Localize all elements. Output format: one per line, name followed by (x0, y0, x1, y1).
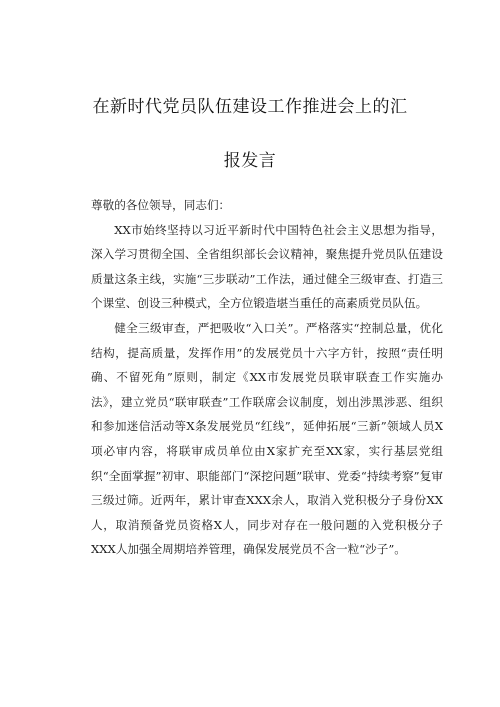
document-title-line-1: 在新时代党员队伍建设工作推进会上的汇 (92, 97, 408, 117)
paragraph-1: XX市始终坚持以习近平新时代中国特色社会主义思想为指导，深入学习贯彻全国、全省组织部长会议精神，聚焦提升党员队伍建设质量这条主线，实施“三步联动”工作法，通过健全三级审查、打造三个课堂、创设三种模式，全方位锻造堪当重任的高素质党员队伍。 (91, 222, 443, 311)
paragraph-2: 健全三级审查，严把吸收“入口关”。严格落实“控制总量，优化结构，提高质量，发挥作用”的发展党员十六字方针，按照“责任明确、不留死角”原则，制定《XX市发展党员联审联查工作实施办法》，建立党员“联审联查”工作联席会议制度，划出涉黑涉恶、组织和参加迷信活动等X条发展党员“红线”，延伸拓展“三新”领域人员X项必审内容，将联审成员单位由X家扩充至XX家，实行基层党组织“全面掌握”初审、职能部门“深挖问题”联审、党委“持续考察”复审三级过筛。近两年，累计审查XXX余人，取消入党积极分子身份XX人，取消预备党员资格X人，同步对存在一般问题的入党积极分子XXX人加强全周期培养管理，确保发展党员不含一粒“沙子”。 (91, 320, 443, 557)
document-title-line-2: 报发言 (223, 151, 277, 171)
salutation: 尊敬的各位领导，同志们： (91, 198, 231, 212)
document-body (91, 193, 443, 562)
